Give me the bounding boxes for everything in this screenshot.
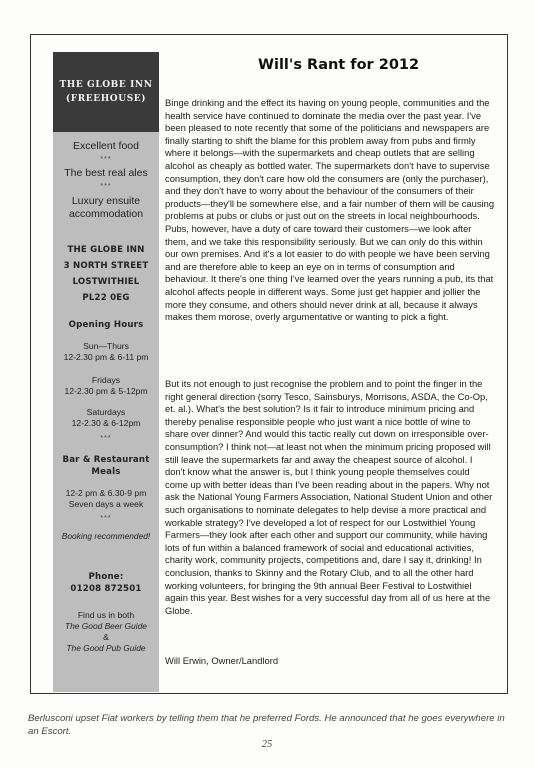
- booking-note: Booking recommended!: [61, 531, 151, 541]
- meals-days: Seven days a week: [68, 499, 144, 509]
- hours-weekday-times: 12-2.30 pm & 6-11 pm: [63, 352, 149, 362]
- guide-pub: The Good Pub Guide: [66, 643, 146, 653]
- opening-hours-title: Opening Hours: [68, 320, 144, 330]
- feature-ales: The best real ales: [64, 167, 148, 179]
- advert-sidebar: [53, 52, 159, 692]
- address-line1: THE GLOBE INN: [67, 245, 145, 255]
- hours-friday-times: 12-2.30 pm & 5-12pm: [64, 386, 148, 396]
- meals-title-line1: Bar & Restaurant: [62, 455, 150, 465]
- meals-times: 12-2 pm & 6.30-9 pm: [65, 488, 147, 498]
- separator-stars: ***: [100, 435, 112, 442]
- hours-saturday-days: Saturdays: [86, 407, 126, 417]
- pub-header: [53, 52, 159, 132]
- separator-stars: ***: [100, 156, 112, 163]
- guide-beer: The Good Beer Guide: [65, 621, 147, 631]
- feature-accommodation-line2: accommodation: [68, 208, 144, 220]
- pub-name: THE GLOBE INN: [59, 80, 153, 90]
- phone-number: 01208 872501: [70, 584, 142, 594]
- phone-label: Phone:: [88, 572, 124, 582]
- article-title: Will's Rant for 2012: [258, 57, 420, 73]
- guides-ampersand: &: [103, 632, 109, 642]
- feature-accommodation-line1: Luxury ensuite: [71, 195, 141, 207]
- hours-saturday-times: 12-2.30 & 6-12pm: [71, 418, 141, 428]
- feature-food: Excellent food: [73, 140, 139, 152]
- pub-subtitle: (FREEHOUSE): [65, 94, 147, 104]
- footnote-joke: Berlusconi upset Fiat workers by telling them that he preferred Fords. He announced that he goes everywhere in an Escort.: [28, 713, 505, 737]
- article-paragraph-2: But its not enough to just recognise the problem and to point the finger in the right general direction (sorry Tesco, Sainsburys, Morrisons, ASDA, the Co-Op, et. al.). What's the best solution? Is it fair to introduce minimum pricing and thereby penalise responsible people who just want a nice bottle of wine to share over dinner? And would this tactic really cut down on irresponsible over-consumption? I think not—at least not when the minimum pricing proposed will still leave the supermarkets far and away the cheapest source of alcohol. I don't know what the answer is, but I think young people themselves could come up with better ideas than I've been reading about in the papers. Why not ask the National Young Farmers Association, National Student Union and other such organisations to nominate delegates to help devise a more practical and workable strategy? I've developed a lot of respect for our Lostwithiel Young Farmers—they look after each other and support our community, while having lots of fun within a balanced framework of social and educational activities, charity work, community projects, competitions and, dare I say it, drinking! In conclusion, thanks to Skinny and the Rotary Club, and to all the other hard working volunteers, for bringing the 9th annual Beer Festival to Lostwithiel again this year. Best wishes for a very successful day from all of us here at the Globe.: [165, 378, 493, 616]
- address-line2: 3 NORTH STREET: [63, 261, 149, 271]
- hours-friday-days: Fridays: [91, 375, 121, 385]
- article-paragraph-1: Binge drinking and the effect its having on young people, communities and the health service have continued to dominate the media over the past year. I've been pleased to note recently that some of the politicians and newspapers are finally starting to shift the blame for this problem away from pubs and firmly where it belongs—with the supermarkets and cheap outlets that are selling alcohol as cheaply as bottled water. The supermarkets don't have to supervise consumption, they don't care how old the consumers are (only the purchaser), and they don't have to worry about the behaviour of the consumers of their products—they'll be somewhere else, and a fair number of them will be causing problems at pubs or clubs or just out on the streets in local neighbourhoods. Pubs, however, have a duty of care toward their customers—we look after them, and we take this responsibility seriously. But we can only do this within our own premises. And it's a lot easier to do with people we have been serving and are therefore able to keep an eye on in terms of consumption and behaviour. It there's one thing I've learned over the years running a pub, its that alcohol affects people in different ways. Some just get happier and jollier the more they consume, and others should never drink at all, because it always makes them morose, overly argumentative or wanting to pick a fight.: [165, 97, 495, 323]
- meals-title-line2: Meals: [91, 467, 121, 477]
- page-number: 25: [261, 739, 273, 750]
- separator-stars: ***: [100, 515, 112, 522]
- guides-intro: Find us in both: [77, 610, 135, 620]
- hours-weekday-days: Sun—Thurs: [83, 341, 129, 351]
- author-signature: Will Erwin, Owner/Landlord: [165, 655, 279, 666]
- address-postcode: PL22 0EG: [82, 293, 130, 303]
- separator-stars: ***: [100, 183, 112, 190]
- address-line3: LOSTWITHIEL: [72, 277, 140, 287]
